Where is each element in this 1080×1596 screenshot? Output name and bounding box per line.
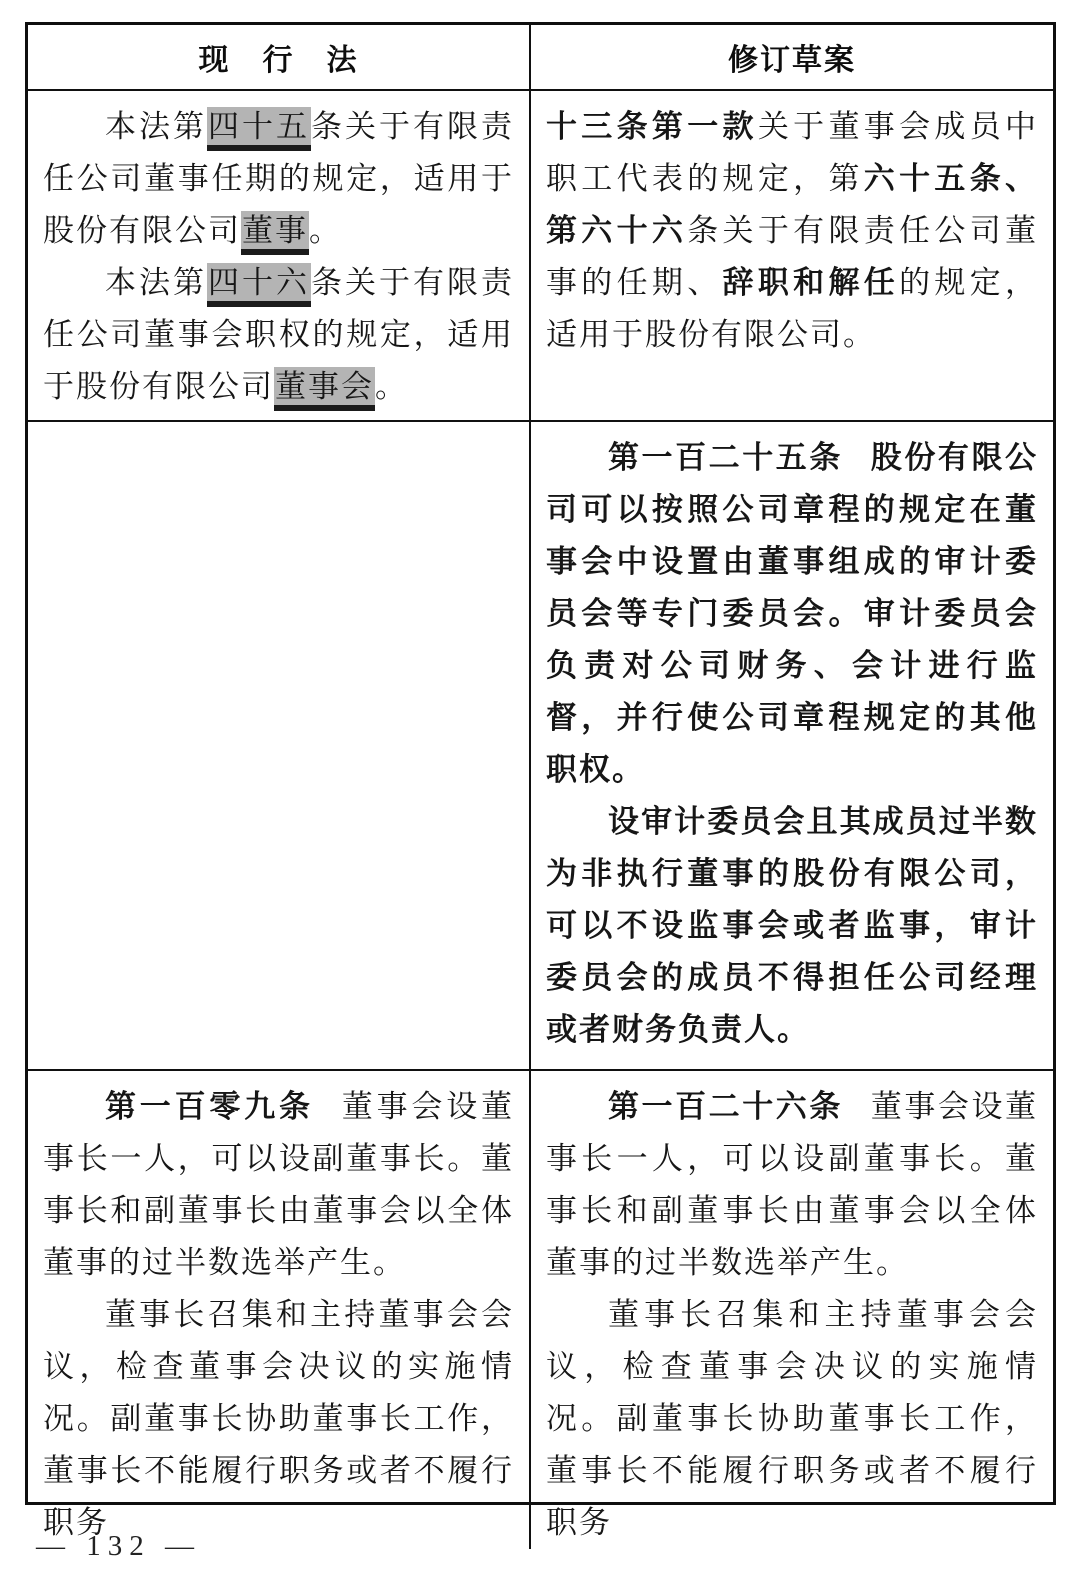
paragraph-continuation (546, 101, 1038, 361)
text-run: 。 (309, 213, 342, 248)
article-text: 董事会设董事长一人，可以设副董事长。董事长和副董事长由董事会以全体董事的过半数选举产生。 (43, 1089, 515, 1280)
article-text: 设审计委员会且其成员过半数为非执行董事的股份有限公司，可以不设监事会或者监事，审计委员会的成员不得担任公司经理或者财务负责人。 (546, 804, 1038, 1047)
header-revision-draft: 修订草案 (728, 44, 856, 77)
article-text: 董事会设董事长一人，可以设副董事长。董事长和副董事长由董事会以全体董事的过半数选举产生。 (546, 1089, 1039, 1280)
law-comparison-table (25, 22, 1056, 1540)
article-paragraph (43, 1289, 514, 1549)
new-article-paragraph (546, 796, 1038, 1056)
text-run: 条关于有限责任公司董事会职权的规定，适用于股份有限公司 (43, 265, 514, 404)
bold-amendment-term: 辞职和解任 (722, 265, 900, 300)
article-text: 董事长召集和主持董事会会议，检查董事会决议的实施情况。副董事长协助董事长工作，董事长不能履行职务或者不履行职务 (546, 1297, 1038, 1540)
article-number: 第一百零九条 (105, 1089, 314, 1124)
table-header-row (28, 25, 1053, 91)
article-text: 董事长召集和主持董事会会议，检查董事会决议的实施情况。副董事长协助董事长工作，董事长不能履行职务或者不履行职务 (43, 1297, 514, 1540)
table-row (28, 422, 1053, 1071)
revision-draft-cell-1 (531, 91, 1053, 420)
revision-draft-cell-2 (531, 422, 1053, 1069)
highlighted-term: 四十五 (208, 109, 310, 144)
table-row (28, 91, 1053, 422)
highlighted-term: 董事 (242, 213, 308, 248)
text-run: 条关于有限责任公司董事任期的规定，适用于股份有限公司 (43, 109, 514, 248)
highlighted-term: 四十六 (208, 265, 310, 300)
current-law-cell-2-empty (28, 422, 531, 1069)
bold-amendment-term: 十三条第一款 (546, 109, 758, 144)
paragraph (43, 257, 514, 413)
bold-amendment-term: 六十五条、第六十六 (546, 161, 1039, 248)
article-number: 第一百二十五条 (608, 440, 843, 475)
page-number: — 132 — (36, 1530, 201, 1562)
header-current-law: 现 行 法 (28, 25, 531, 89)
text-run: 本法第 (105, 265, 207, 300)
table-row (28, 1071, 1053, 1549)
text-run: 的规定，适用于股份有限公司。 (546, 265, 1039, 352)
article-number: 第一百二十六条 (608, 1089, 843, 1124)
article-paragraph (43, 1081, 514, 1289)
article-text: 股份有限公司可以按照公司章程的规定在董事会中设置由董事组成的审计委员会等专门委员会。审计委员会负责对公司财务、会计进行监督，并行使公司章程规定的其他职权。 (546, 440, 1039, 787)
text-run: 本法第 (105, 109, 207, 144)
current-law-cell-1 (28, 91, 531, 420)
revision-draft-cell-3 (531, 1071, 1053, 1549)
article-paragraph (546, 1289, 1038, 1549)
text-run: 。 (375, 369, 408, 404)
text-run: 条关于有限责任公司董事的任期、 (546, 213, 1039, 300)
article-paragraph (546, 1081, 1038, 1289)
highlighted-term: 董事会 (275, 369, 374, 404)
paragraph (43, 101, 514, 257)
new-article-paragraph (546, 432, 1038, 796)
text-run: 关于董事会成员中职工代表的规定，第 (546, 109, 1039, 196)
current-law-cell-3 (28, 1071, 531, 1549)
